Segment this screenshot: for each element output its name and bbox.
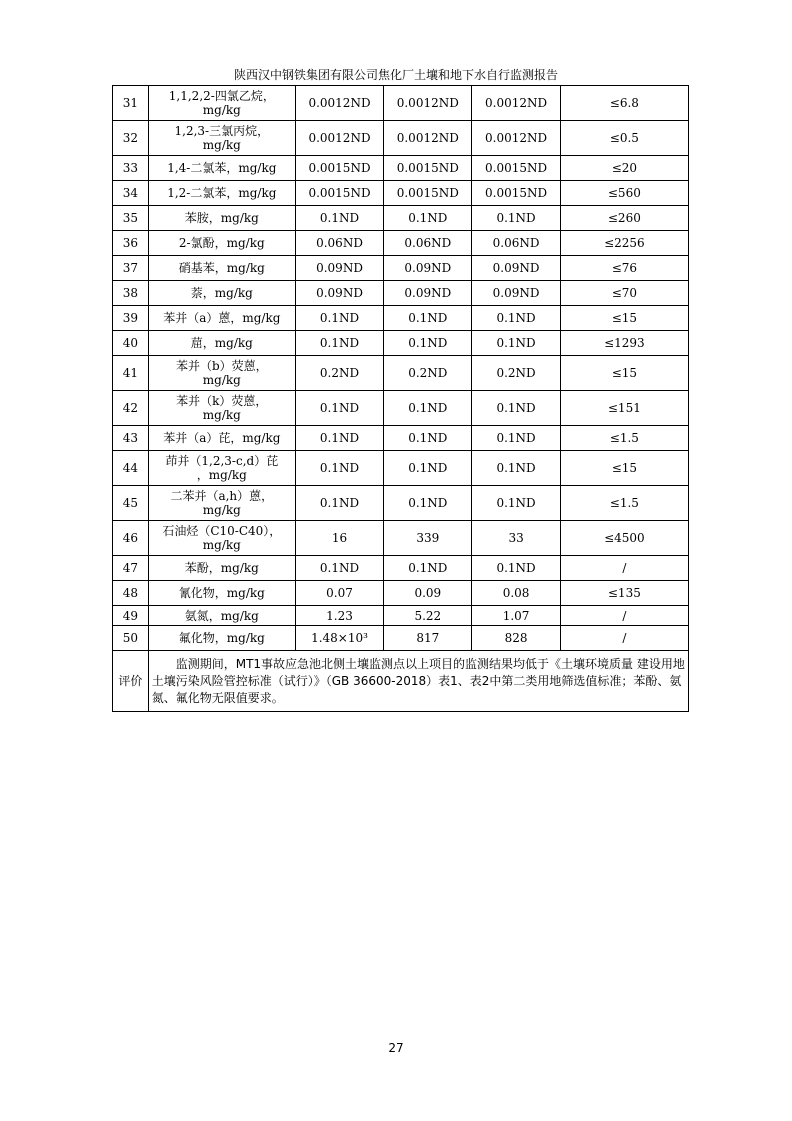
item-name <box>148 486 295 521</box>
table-row <box>113 451 689 486</box>
result-value-2: 0.1ND <box>384 306 472 331</box>
item-name-line: 茚并（1,2,3-c,d）芘 <box>165 454 279 468</box>
result-value-2: 0.0015ND <box>384 156 472 181</box>
item-name <box>148 391 295 426</box>
item-name-line: 1,1,2,2-四氯乙烷， <box>168 89 275 103</box>
result-value-3: 0.06ND <box>472 231 560 256</box>
result-value-2: 0.0015ND <box>384 181 472 206</box>
item-name <box>148 156 295 181</box>
result-value-2: 0.06ND <box>384 231 472 256</box>
table-row <box>113 626 689 651</box>
item-name <box>148 581 295 606</box>
row-number: 42 <box>113 391 149 426</box>
result-value-3: 0.09ND <box>472 281 560 306</box>
result-value-1: 1.48×10³ <box>295 626 383 651</box>
standard-limit: ≤260 <box>560 206 688 231</box>
result-value-3: 0.0015ND <box>472 181 560 206</box>
standard-limit: ≤151 <box>560 391 688 426</box>
result-value-2: 0.09 <box>384 581 472 606</box>
result-value-3: 828 <box>472 626 560 651</box>
standard-limit: ≤76 <box>560 256 688 281</box>
results-table <box>112 85 689 712</box>
table-row <box>113 206 689 231</box>
row-number: 41 <box>113 356 149 391</box>
item-name-line: mg/kg <box>202 138 241 152</box>
row-number: 43 <box>113 426 149 451</box>
table-row <box>113 391 689 426</box>
result-value-1: 0.1ND <box>295 331 383 356</box>
result-value-2: 0.1ND <box>384 556 472 581</box>
standard-limit: ≤4500 <box>560 521 688 556</box>
item-name-line: 氰化物，mg/kg <box>178 586 265 600</box>
standard-limit: ≤6.8 <box>560 86 688 121</box>
item-name-line: 2-氯酚，mg/kg <box>178 236 265 250</box>
result-value-1: 0.0015ND <box>295 156 383 181</box>
result-value-3: 0.0015ND <box>472 156 560 181</box>
item-name <box>148 606 295 626</box>
table-row <box>113 156 689 181</box>
table-row <box>113 356 689 391</box>
row-number: 40 <box>113 331 149 356</box>
row-number: 39 <box>113 306 149 331</box>
item-name-line: 氨氮，mg/kg <box>184 608 259 623</box>
result-value-1: 0.07 <box>295 581 383 606</box>
item-name-line: mg/kg <box>202 538 241 552</box>
item-name <box>148 331 295 356</box>
result-value-1: 0.09ND <box>295 281 383 306</box>
result-value-1: 0.1ND <box>295 451 383 486</box>
item-name-line: 1,4-二氯苯，mg/kg <box>167 161 277 175</box>
table-row <box>113 426 689 451</box>
result-value-1: 0.06ND <box>295 231 383 256</box>
standard-limit: ≤1293 <box>560 331 688 356</box>
result-value-2: 0.1ND <box>384 451 472 486</box>
result-value-2: 0.1ND <box>384 206 472 231</box>
item-name-line: ，mg/kg <box>196 468 247 482</box>
row-number: 35 <box>113 206 149 231</box>
item-name-line: 硝基苯，mg/kg <box>178 261 265 275</box>
row-number: 48 <box>113 581 149 606</box>
item-name-line: 苯并（a）芘，mg/kg <box>163 431 281 445</box>
item-name <box>148 426 295 451</box>
standard-limit: ≤15 <box>560 451 688 486</box>
standard-limit: / <box>560 626 688 651</box>
standard-limit: ≤1.5 <box>560 426 688 451</box>
item-name <box>148 451 295 486</box>
item-name <box>148 281 295 306</box>
item-name <box>148 181 295 206</box>
row-number: 33 <box>113 156 149 181</box>
row-number: 49 <box>113 606 149 626</box>
item-name-line: 二苯并（a,h）蒽， <box>170 489 274 503</box>
result-value-2: 817 <box>384 626 472 651</box>
row-number: 38 <box>113 281 149 306</box>
item-name-line: 氟化物，mg/kg <box>178 631 265 645</box>
result-value-1: 0.0012ND <box>295 121 383 156</box>
item-name <box>148 256 295 281</box>
standard-limit: ≤15 <box>560 306 688 331</box>
result-value-1: 0.1ND <box>295 391 383 426</box>
result-value-2: 339 <box>384 521 472 556</box>
result-value-1: 0.1ND <box>295 306 383 331</box>
result-value-3: 0.09ND <box>472 256 560 281</box>
row-number: 37 <box>113 256 149 281</box>
item-name-line: 苯酚，mg/kg <box>184 561 259 575</box>
table-row <box>113 121 689 156</box>
table-row <box>113 256 689 281</box>
result-value-3: 1.07 <box>472 606 560 626</box>
result-value-2: 0.09ND <box>384 256 472 281</box>
result-value-3: 0.1ND <box>472 206 560 231</box>
result-value-2: 0.1ND <box>384 331 472 356</box>
standard-limit: ≤135 <box>560 581 688 606</box>
item-name <box>148 206 295 231</box>
result-value-3: 0.1ND <box>472 486 560 521</box>
result-value-3: 0.08 <box>472 581 560 606</box>
result-value-2: 0.1ND <box>384 486 472 521</box>
standard-limit: ≤20 <box>560 156 688 181</box>
result-value-2: 0.2ND <box>384 356 472 391</box>
item-name <box>148 86 295 121</box>
result-value-1: 0.1ND <box>295 206 383 231</box>
result-value-3: 0.1ND <box>472 331 560 356</box>
result-value-2: 0.1ND <box>384 426 472 451</box>
item-name-line: 苯并（k）荧蒽， <box>176 394 268 408</box>
results-table-body <box>113 86 689 651</box>
table-row <box>113 231 689 256</box>
result-value-2: 0.1ND <box>384 391 472 426</box>
item-name <box>148 521 295 556</box>
result-value-1: 0.2ND <box>295 356 383 391</box>
result-value-3: 0.1ND <box>472 306 560 331</box>
result-value-3: 0.1ND <box>472 556 560 581</box>
item-name-line: 苯胺，mg/kg <box>184 211 259 225</box>
row-number: 31 <box>113 86 149 121</box>
row-number: 47 <box>113 556 149 581</box>
table-row <box>113 181 689 206</box>
result-value-3: 0.2ND <box>472 356 560 391</box>
item-name-line: mg/kg <box>202 103 241 117</box>
result-value-1: 0.1ND <box>295 486 383 521</box>
table-row <box>113 556 689 581</box>
standard-limit: ≤15 <box>560 356 688 391</box>
item-name-line: 石油烃（C10-C40）， <box>162 524 282 538</box>
result-value-3: 0.1ND <box>472 426 560 451</box>
item-name <box>148 306 295 331</box>
table-row <box>113 86 689 121</box>
page-number: 27 <box>388 1041 404 1055</box>
result-value-3: 0.0012ND <box>472 121 560 156</box>
table-row <box>113 281 689 306</box>
result-value-3: 0.1ND <box>472 391 560 426</box>
item-name <box>148 231 295 256</box>
result-value-2: 0.0012ND <box>384 121 472 156</box>
item-name-line: 萘，mg/kg <box>190 286 253 300</box>
item-name-line: 1,2-二氯苯，mg/kg <box>167 186 277 200</box>
standard-limit: ≤1.5 <box>560 486 688 521</box>
evaluation-text: 监测期间，MT1事故应急池北侧土壤监测点以上项目的监测结果均低于《土壤环境质量 建设用地土壤污染风险管控标准（试行）》（GB 36600-2018）表1、表2中第二类用地筛选值标准；苯酚、氨氮、氟化物无限值要求。 <box>148 651 688 712</box>
result-value-1: 0.1ND <box>295 426 383 451</box>
table-row <box>113 581 689 606</box>
standard-limit: ≤70 <box>560 281 688 306</box>
row-number: 46 <box>113 521 149 556</box>
row-number: 34 <box>113 181 149 206</box>
table-row <box>113 606 689 626</box>
item-name-line: 苯并（b）荧蒽， <box>175 359 268 373</box>
item-name-line: mg/kg <box>202 408 241 422</box>
row-number: 32 <box>113 121 149 156</box>
table-row <box>113 521 689 556</box>
table-row <box>113 331 689 356</box>
evaluation-label: 评价 <box>113 651 149 712</box>
result-value-3: 0.0012ND <box>472 86 560 121</box>
item-name <box>148 556 295 581</box>
result-value-1: 0.1ND <box>295 556 383 581</box>
result-value-1: 1.23 <box>295 606 383 626</box>
standard-limit: ≤0.5 <box>560 121 688 156</box>
report-header: 陕西汉中钢铁集团有限公司焦化厂土壤和地下水自行监测报告 <box>233 68 558 82</box>
result-value-3: 0.1ND <box>472 451 560 486</box>
table-row <box>113 486 689 521</box>
row-number: 50 <box>113 626 149 651</box>
row-number: 44 <box>113 451 149 486</box>
item-name-line: 䓛，mg/kg <box>190 336 253 350</box>
result-value-2: 0.09ND <box>384 281 472 306</box>
item-name <box>148 626 295 651</box>
item-name-line: 1,2,3-三氯丙烷， <box>174 124 270 138</box>
result-value-1: 16 <box>295 521 383 556</box>
standard-limit: ≤2256 <box>560 231 688 256</box>
result-value-3: 33 <box>472 521 560 556</box>
standard-limit: / <box>560 606 688 626</box>
item-name <box>148 356 295 391</box>
standard-limit: / <box>560 556 688 581</box>
standard-limit: ≤560 <box>560 181 688 206</box>
row-number: 45 <box>113 486 149 521</box>
evaluation-row <box>113 651 689 712</box>
result-value-1: 0.0012ND <box>295 86 383 121</box>
item-name-line: mg/kg <box>202 373 241 387</box>
result-value-1: 0.09ND <box>295 256 383 281</box>
row-number: 36 <box>113 231 149 256</box>
result-value-1: 0.0015ND <box>295 181 383 206</box>
item-name-line: mg/kg <box>202 503 241 517</box>
result-value-2: 0.0012ND <box>384 86 472 121</box>
item-name-line: 苯并（a）蒽，mg/kg <box>163 311 281 325</box>
table-row <box>113 306 689 331</box>
result-value-2: 5.22 <box>384 606 472 626</box>
item-name <box>148 121 295 156</box>
